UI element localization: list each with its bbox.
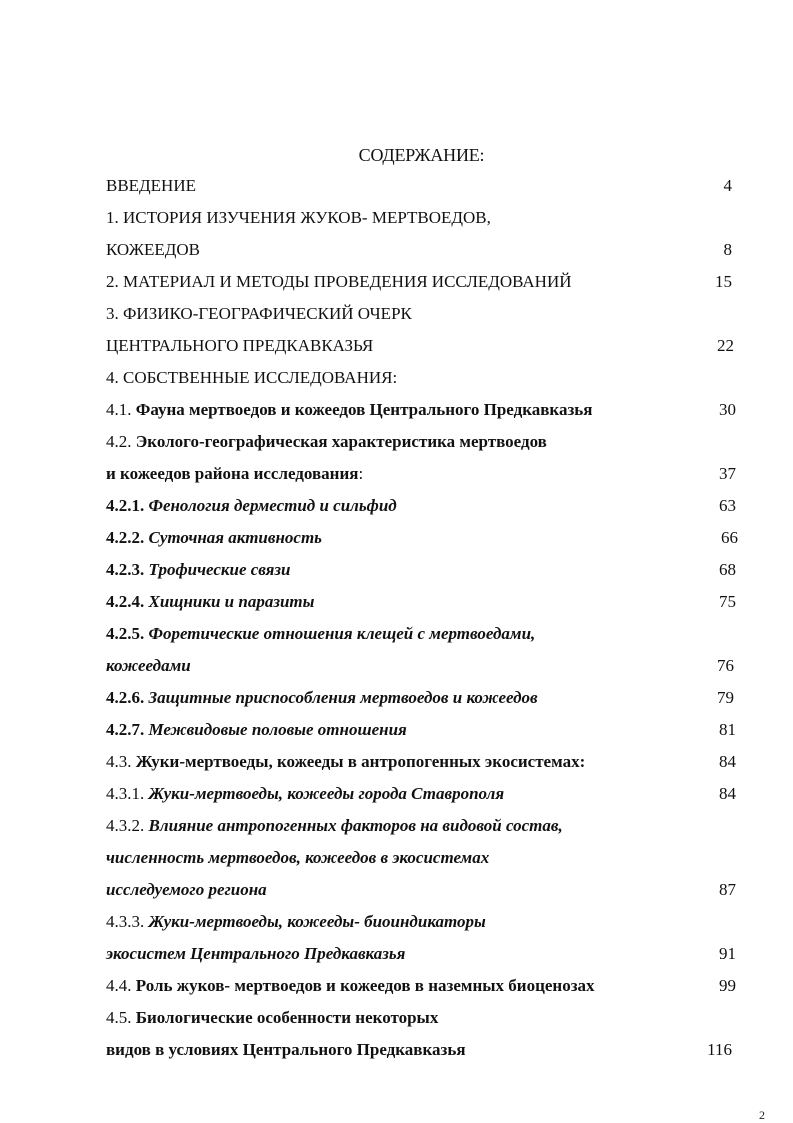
- page-title: СОДЕРЖАНИЕ:: [358, 145, 485, 165]
- toc-entry-title: [106, 334, 373, 358]
- toc-entry-number: 4.1.: [106, 400, 132, 419]
- toc-entry-text: Трофические связи: [148, 560, 291, 579]
- toc-entry-text: Эколого-географическая характеристика мертвоедов: [135, 432, 547, 451]
- toc-entry-page: 81: [719, 720, 736, 739]
- toc-entry-page: 84: [719, 784, 736, 803]
- toc-entry-text: 1. ИСТОРИЯ ИЗУЧЕНИЯ ЖУКОВ- МЕРТВОЕДОВ,: [106, 208, 491, 227]
- toc-entry-title: [106, 814, 563, 838]
- toc-entry-page: 66: [721, 528, 738, 547]
- toc-entry-title: [106, 974, 595, 998]
- toc-entry-number: 4.2.3.: [106, 560, 145, 579]
- toc-entry: [0, 334, 793, 358]
- toc-entry-title: [106, 526, 322, 550]
- toc-entry-text: 3. ФИЗИКО-ГЕОГРАФИЧЕСКИЙ ОЧЕРК: [106, 304, 412, 323]
- toc-entry-text: Жуки-мертвоеды, кожееды- биоиндикаторы: [148, 912, 486, 931]
- toc-entry-title: [106, 622, 535, 646]
- toc-entry-text: 4. СОБСТВЕННЫЕ ИССЛЕДОВАНИЯ:: [106, 368, 398, 387]
- toc-entry-number: 4.3.2.: [106, 816, 145, 835]
- toc-entry-page: 8: [723, 240, 732, 259]
- toc-entry-text: Хищники и паразиты: [148, 592, 315, 611]
- toc-entry-text: Суточная активность: [148, 528, 322, 547]
- toc-entry-text: Защитные приспособления мертвоедов и кожеедов: [148, 688, 538, 707]
- toc-entry-title: [106, 1006, 438, 1030]
- toc-entry-title: [106, 878, 267, 902]
- toc-entry-text: Фенология дерместид и сильфид: [148, 496, 397, 515]
- toc-entry-number: 4.3.3.: [106, 912, 145, 931]
- toc-entry-page: 76: [717, 656, 734, 675]
- toc-entry: [0, 846, 793, 870]
- toc-entry-title: [106, 430, 547, 454]
- toc-entry-number: 4.2.: [106, 432, 132, 451]
- toc-entry-number: 4.3.1.: [106, 784, 145, 803]
- toc-entry-page: 75: [719, 592, 736, 611]
- toc-entry: [0, 270, 793, 294]
- toc-entry: [0, 1006, 793, 1030]
- toc-entry-title: [106, 206, 491, 230]
- toc-entry-page: 30: [719, 400, 736, 419]
- toc-entry-number: 4.5.: [106, 1008, 132, 1027]
- toc-entry-page: 4: [723, 176, 732, 195]
- toc-entry-text: Роль жуков- мертвоедов и кожеедов в наземных биоценозах: [135, 976, 595, 995]
- toc-entry-tail: :: [358, 464, 364, 483]
- toc-entry-page: 68: [719, 560, 736, 579]
- toc-entry: [0, 494, 793, 518]
- toc-entry: [0, 686, 793, 710]
- toc-entry-page: 63: [719, 496, 736, 515]
- toc-entry-page: 22: [717, 336, 734, 355]
- toc-entry-page: 99: [719, 976, 736, 995]
- toc-entry-number: 4.4.: [106, 976, 132, 995]
- toc-entry-title: [106, 462, 363, 486]
- toc-entry-number: 4.2.7.: [106, 720, 145, 739]
- toc-entry-text: ВВЕДЕНИЕ: [106, 176, 196, 195]
- toc-entry: [0, 974, 793, 998]
- toc-entry-title: [106, 846, 489, 870]
- toc-entry-text: Жуки-мертвоеды, кожееды в антропогенных экосистемах:: [135, 752, 586, 771]
- toc-entry: [0, 590, 793, 614]
- toc-entry: [0, 526, 793, 550]
- toc-entry: [0, 814, 793, 838]
- toc-entry-text: экосистем Центрального Предкавказья: [106, 944, 406, 963]
- toc-entry-title: [106, 942, 405, 966]
- toc-entry: [0, 942, 793, 966]
- toc-entry: [0, 238, 793, 262]
- toc-entry-text: Биологические особенности некоторых: [135, 1008, 439, 1027]
- toc-entry-title: [106, 718, 407, 742]
- toc-entry: [0, 654, 793, 678]
- toc-entry-text: и кожеедов района исследования: [106, 464, 359, 483]
- toc-entry-title: [106, 558, 291, 582]
- toc-entry-text: КОЖЕЕДОВ: [106, 240, 200, 259]
- toc-entry-title: [106, 654, 191, 678]
- toc-entry-text: Жуки-мертвоеды, кожееды города Ставрополя: [148, 784, 505, 803]
- toc-entry-title: [106, 270, 572, 294]
- toc-entry-title: [106, 590, 314, 614]
- toc-entry-title: [106, 302, 412, 326]
- toc-entry: [0, 878, 793, 902]
- page-number: 2: [759, 1108, 765, 1122]
- toc-entry-text: численность мертвоедов, кожеедов в экосистемах: [106, 848, 490, 867]
- toc-entry-page: 15: [715, 272, 732, 291]
- toc-entry: [0, 174, 793, 198]
- toc-entry-text: Фауна мертвоедов и кожеедов Центрального Предкавказья: [135, 400, 593, 419]
- toc-entry-number: 4.2.2.: [106, 528, 145, 547]
- toc-entry: [0, 750, 793, 774]
- toc-entry-text: Форетические отношения клещей с мертвоедами,: [148, 624, 536, 643]
- toc-entry: [0, 910, 793, 934]
- toc-entry-text: кожеедами: [106, 656, 191, 675]
- toc-entry-page: 87: [719, 880, 736, 899]
- toc-entry: [0, 782, 793, 806]
- toc-entry-text: исследуемого региона: [106, 880, 267, 899]
- toc-entry-title: [106, 238, 200, 262]
- toc-entry-title: [106, 910, 486, 934]
- toc-entry-page: 116: [707, 1040, 732, 1059]
- toc-entry: [0, 366, 793, 390]
- toc-entry-number: 4.2.1.: [106, 496, 145, 515]
- toc-entry-page: 37: [719, 464, 736, 483]
- toc-entry-text: Межвидовые половые отношения: [148, 720, 407, 739]
- toc-entry-title: [106, 782, 504, 806]
- toc-entry-number: 4.2.6.: [106, 688, 145, 707]
- toc-entry: [0, 1038, 793, 1062]
- toc-entry-title: [106, 750, 585, 774]
- toc-entry-number: 4.2.5.: [106, 624, 145, 643]
- toc-entry: [0, 430, 793, 454]
- toc-entry: [0, 398, 793, 422]
- toc-entry-page: 84: [719, 752, 736, 771]
- toc-entry-text: видов в условиях Центрального Предкавказья: [106, 1040, 466, 1059]
- toc-entry-text: 2. МАТЕРИАЛ И МЕТОДЫ ПРОВЕДЕНИЯ ИССЛЕДОВАНИЙ: [106, 272, 572, 291]
- toc-entry: [0, 558, 793, 582]
- toc-entry: [0, 718, 793, 742]
- toc-entry-title: [106, 686, 538, 710]
- toc-entry-title: [106, 174, 196, 198]
- toc-entry-number: 4.3.: [106, 752, 132, 771]
- toc-entry-text: Влияние антропогенных факторов на видовой состав,: [148, 816, 563, 835]
- toc-entry-page: 91: [719, 944, 736, 963]
- toc-entry-page: 79: [717, 688, 734, 707]
- toc-entry: [0, 206, 793, 230]
- toc-entry: [0, 622, 793, 646]
- toc-entry: [0, 302, 793, 326]
- toc-entry-title: [106, 398, 592, 422]
- toc-entry-title: [106, 494, 397, 518]
- toc-entry: [0, 462, 793, 486]
- toc-entry-title: [106, 366, 397, 390]
- toc-entry-title: [106, 1038, 466, 1062]
- toc-entry-text: ЦЕНТРАЛЬНОГО ПРЕДКАВКАЗЬЯ: [106, 336, 374, 355]
- toc-entry-number: 4.2.4.: [106, 592, 145, 611]
